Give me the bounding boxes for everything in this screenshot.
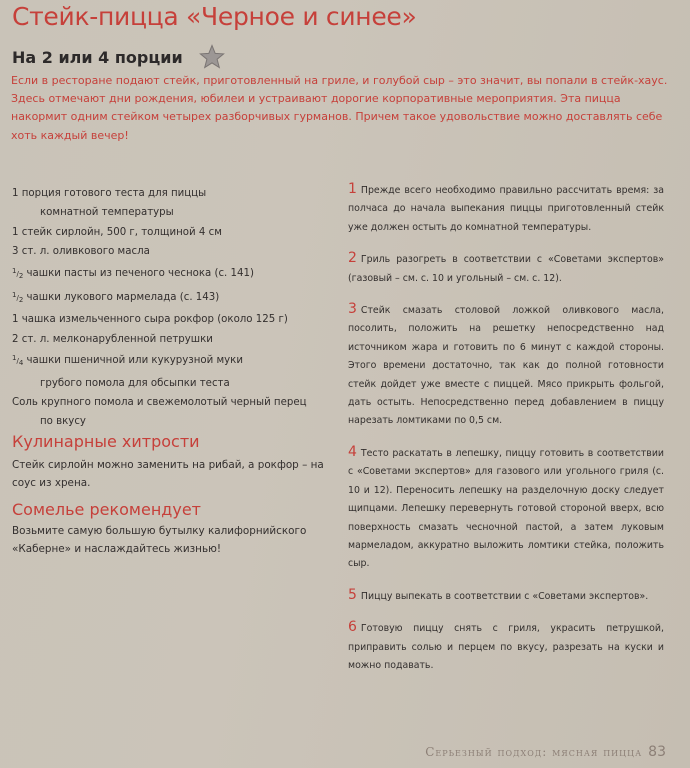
step-item [348,180,664,237]
ingredient-item [12,393,330,412]
tips-heading: Кулинарные хитрости [12,432,200,451]
step-number: 3 [348,301,357,318]
step-number: 4 [348,443,357,460]
step-text: Тесто раскатать в лепешку, пиццу готовить в соответствии с «Советами экспертов» для газового или угольного гриля (с. 10 и 12). Переносить лепешку на разделочную доску следует щипцами. Лепешку перевернуть готовой стороной вверх, всю поверхность смазать чесночной пастой, а затем луковым мармеладом, аккуратно выложить ломтики стейка, положить сыр. [348,447,664,570]
ingredient-text: чашки пасты из печеного чеснока (с. 141) [23,267,254,279]
ingredient-text: 2 ст. л. мелконарубленной петрушки [12,333,213,345]
step-item [348,249,664,288]
ingredient-text: по вкусу [40,416,86,428]
ingredient-text: 1 чашка измельченного сыра рокфор (около 125 г) [12,314,288,326]
step-text: Стейк смазать столовой ложкой оливкового масла, посолить, положить на решетку непосредственно над источником жара и готовить по 6 минут с каждой стороны. Этого времени достаточно, так как до полной готовности стейк дойдет уже вместе с пиццей. Мясо прикрыть фольгой, дать остыть. Непосредственно перед добавлением в пиццу нарезать ломтиками по 0,5 см. [348,305,664,427]
ingredient-text: 1 порция готового теста для пиццы [12,188,207,199]
ingredients-list [12,184,330,432]
intro-paragraph: Если в ресторане подают стейк, приготовленный на гриле, и голубой сыр – это значит, вы попали в стейк-хаус. Здесь отмечают дни рождения, юбилеи и устраивают дорогие корпоративные мероприятия. Эта пицца накормит одним стейком четырех разборчивых гурманов. Причем такое удовольствие можно доставлять себе хоть каждый вечер! [11,74,668,142]
ingredient-item [12,262,330,286]
star-icon [199,44,225,70]
ingredient-text: комнатной температуры [40,207,174,219]
page-footer [425,744,666,760]
step-item [348,586,664,606]
sommelier-heading: Сомелье рекомендует [12,500,201,519]
ingredient-item [12,349,330,373]
ingredient-text: чашки пшеничной или кукурузной муки [23,355,243,367]
ingredient-item [12,184,330,203]
fraction-numerator: 1 [12,354,17,363]
ingredient-text: 3 ст. л. оливкового масла [12,246,150,258]
step-item [348,300,664,431]
ingredient-item [12,412,330,431]
ingredient-item [12,310,330,329]
ingredient-item [12,286,330,310]
fraction-numerator: 1 [12,291,17,300]
ingredient-item [12,223,330,242]
ingredient-fraction: 1/2 [12,291,24,305]
ingredient-text: грубого помола для обсыпки теста [40,377,230,389]
step-item [348,618,664,675]
step-item [348,443,664,574]
step-number: 5 [348,586,357,603]
sommelier-text: Возьмите самую большую бутылку калифорнийского «Каберне» и наслаждайтесь жизнью! [12,525,307,555]
step-text: Прежде всего необходимо правильно рассчитать время: за полчаса до начала выпекания пиццы приготовленный стейк уже должен остыть до комнатной температуры. [348,185,664,233]
ingredient-item [12,203,330,222]
fraction-denominator: 2 [18,271,24,280]
servings-label: На 2 или 4 порции [12,47,183,67]
fraction-denominator: 4 [18,359,24,368]
steps-list [348,180,664,687]
ingredient-fraction: 1/4 [12,354,24,368]
ingredient-text: Соль крупного помола и свежемолотый черный перец [12,397,307,409]
page-number: 83 [648,744,666,760]
ingredient-item [12,330,330,349]
footer-section-title: Серьезный подход: мясная пицца [425,745,643,759]
tips-text: Стейк сирлойн можно заменить на рибай, а рокфор – на соус из хрена. [12,459,324,489]
recipe-title: Стейк-пицца «Черное и синее» [12,2,417,31]
ingredient-text: чашки лукового мармелада (с. 143) [23,292,220,304]
ingredient-fraction: 1/2 [12,266,24,280]
step-text: Пиццу выпекать в соответствии с «Советами экспертов». [360,590,649,602]
ingredient-text: 1 стейк сирлойн, 500 г, толщиной 4 см [12,226,222,238]
step-number: 2 [348,250,357,267]
fraction-denominator: 2 [18,296,24,305]
step-text: Гриль разогреть в соответствии с «Советами экспертов» (газовый – см. с. 10 и угольный – см. с. 12). [348,254,664,284]
step-text: Готовую пиццу снять с гриля, украсить петрушкой, приправить солью и перцем по вкусу, разрезать на куски и можно подавать. [348,623,664,671]
step-number: 1 [348,181,357,197]
servings-row [12,44,225,70]
ingredient-item [12,242,330,261]
ingredient-item [12,374,330,393]
step-number: 6 [348,619,357,636]
fraction-numerator: 1 [12,266,17,275]
